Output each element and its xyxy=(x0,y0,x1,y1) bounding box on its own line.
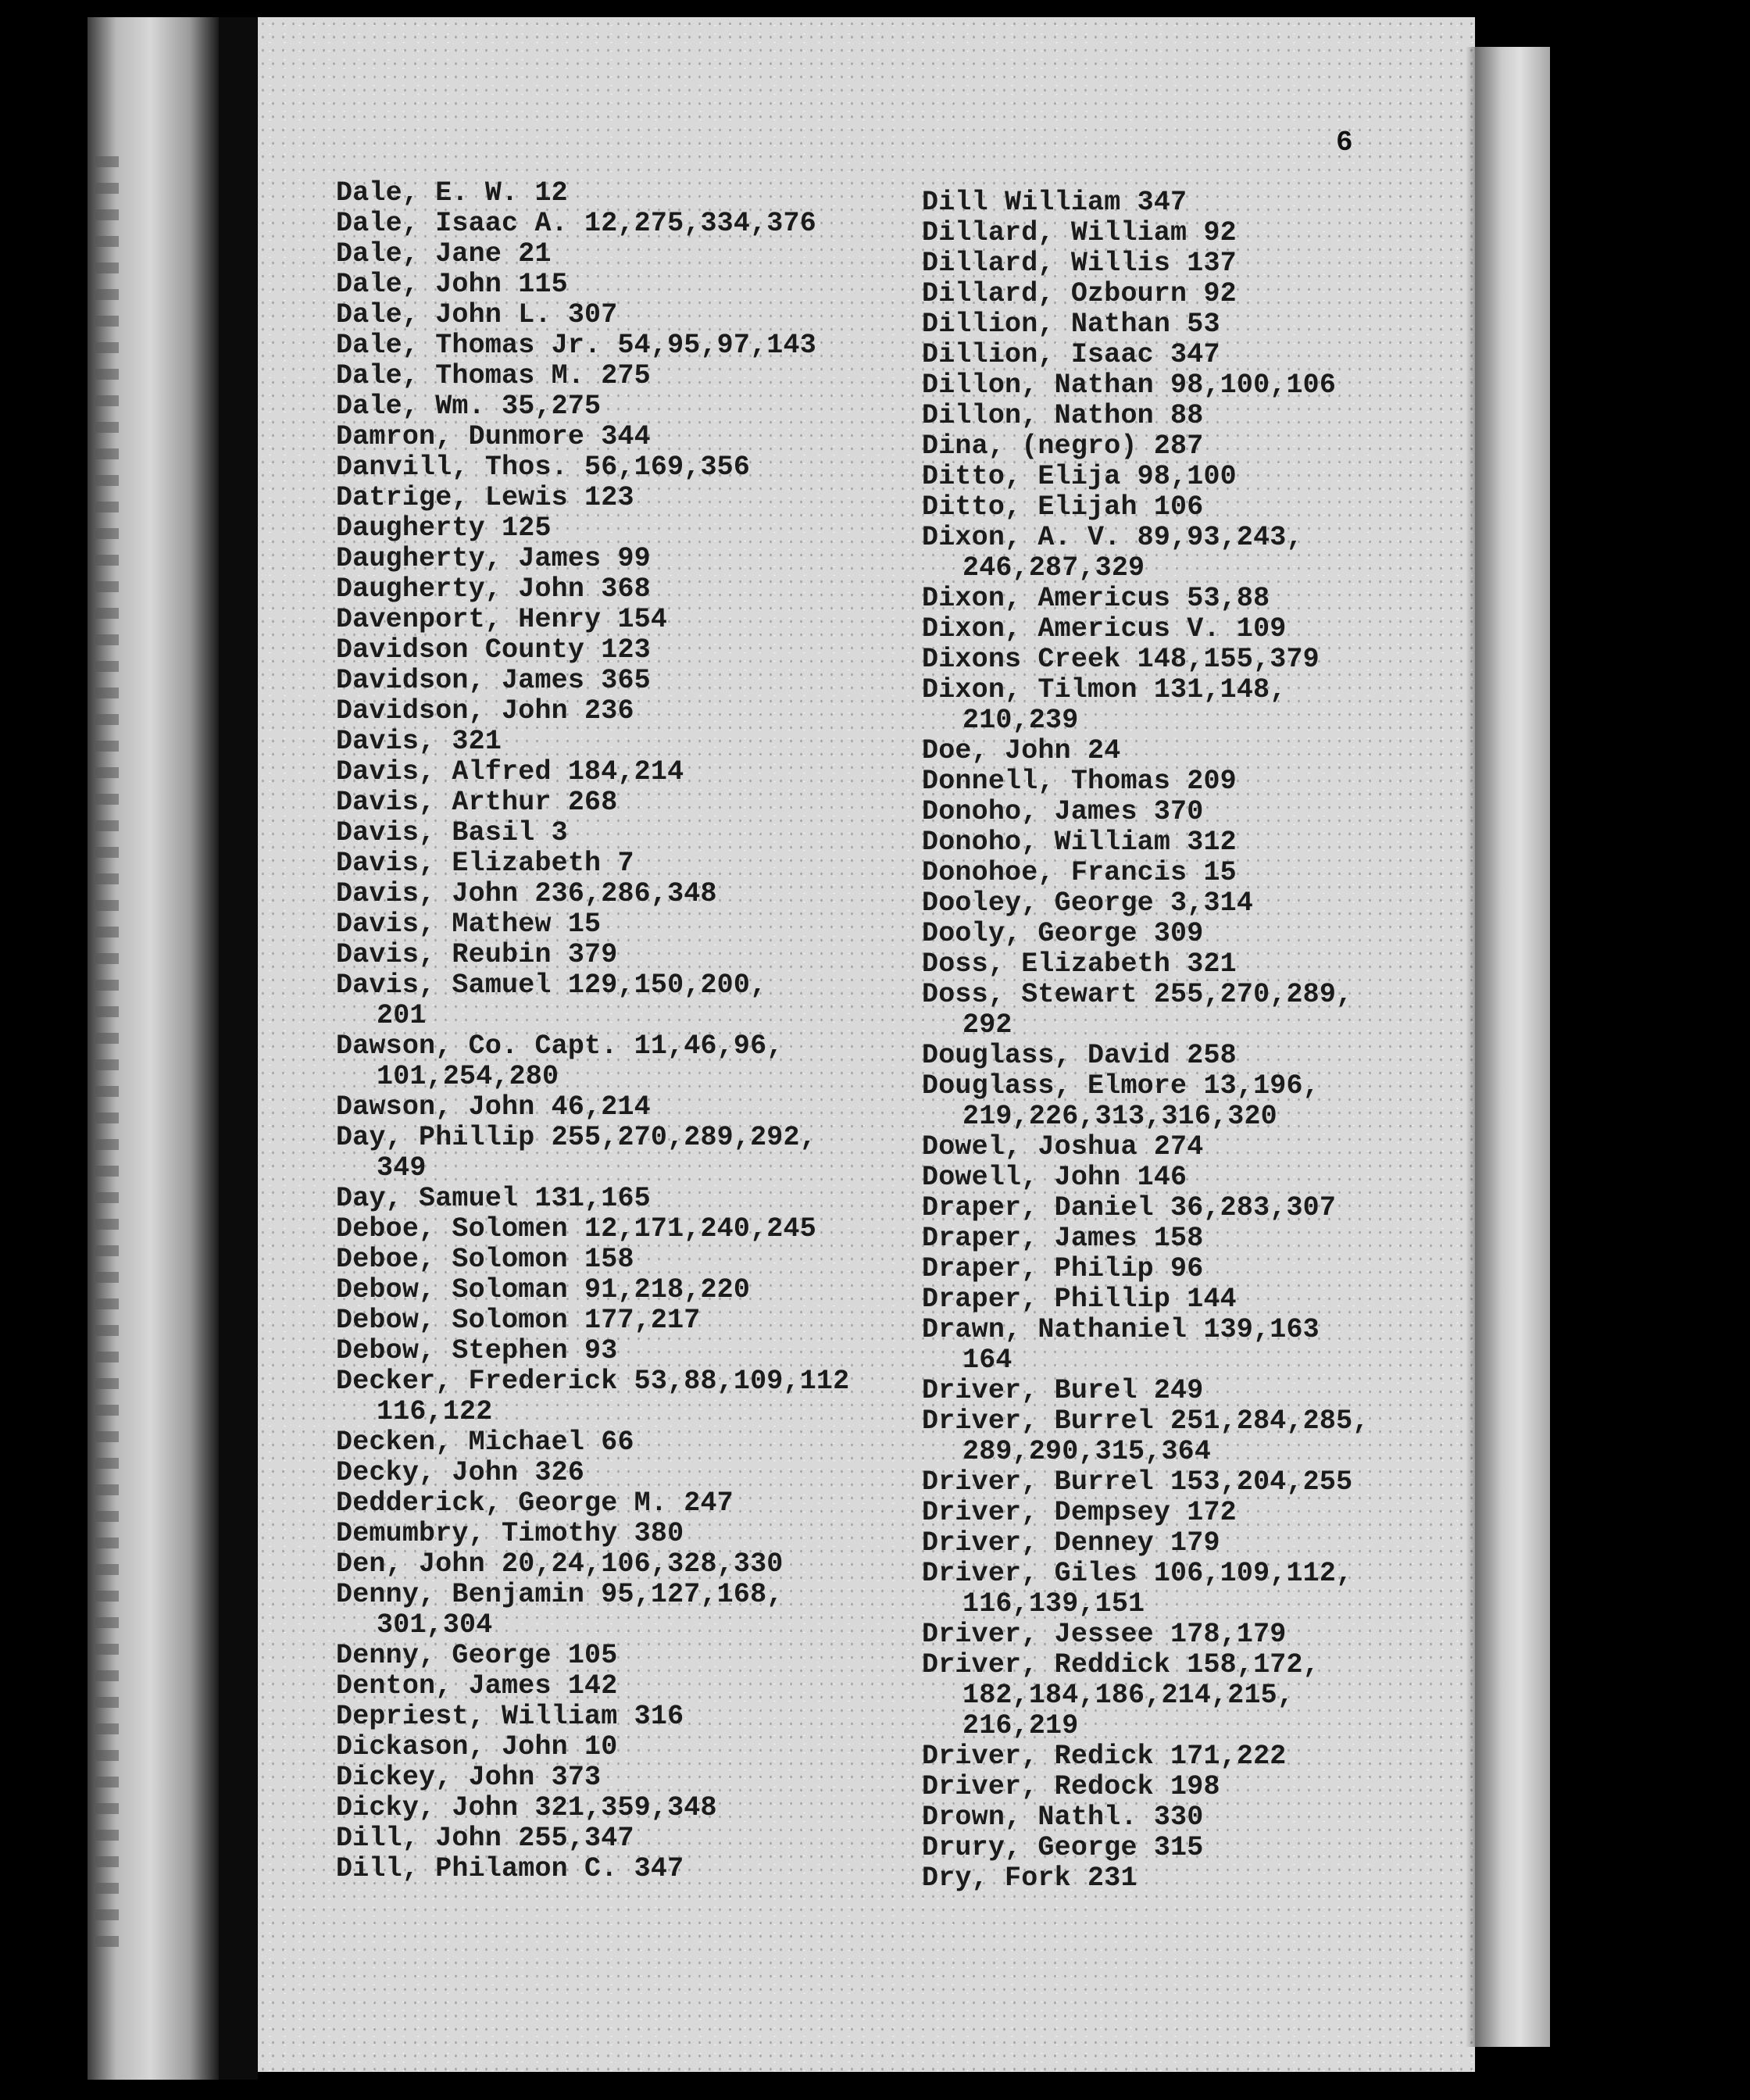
entry-text: Denton, James 142 xyxy=(336,1670,618,1702)
entry-text: Dina, (negro) 287 xyxy=(922,430,1204,462)
entry-text: Dickey, John 373 xyxy=(336,1762,602,1793)
entry-text: Driver, Burrel 251,284,285, xyxy=(922,1405,1370,1437)
index-entry xyxy=(922,462,1370,492)
index-entry xyxy=(922,1772,1370,1802)
entry-continuation: 164 xyxy=(962,1345,1012,1376)
index-entry xyxy=(922,584,1370,614)
entry-text: Driver, Reddick 158,172, xyxy=(922,1649,1320,1680)
index-entry xyxy=(922,645,1370,675)
index-entry xyxy=(336,727,849,757)
entry-text: Driver, Giles 106,109,112, xyxy=(922,1558,1353,1589)
entry-text: Douglass, Elmore 13,196, xyxy=(922,1070,1320,1102)
entry-text: Draper, Philip 96 xyxy=(922,1253,1204,1284)
index-entry xyxy=(336,1580,849,1641)
entry-text: Daugherty, John 368 xyxy=(336,573,651,605)
entry-text: Drury, George 315 xyxy=(922,1832,1204,1863)
index-entry xyxy=(922,1741,1370,1772)
entry-text: Day, Samuel 131,165 xyxy=(336,1183,651,1214)
entry-text: Dale, E. W. 12 xyxy=(336,177,568,209)
entry-text: Dry, Fork 231 xyxy=(922,1862,1138,1894)
entry-text: Debow, Solomon 177,217 xyxy=(336,1305,701,1336)
entry-text: Deboe, Solomon 158 xyxy=(336,1244,634,1275)
index-entry xyxy=(922,218,1370,248)
entry-text: Dillon, Nathon 88 xyxy=(922,400,1204,431)
entry-text: Ditto, Elija 98,100 xyxy=(922,461,1237,492)
index-entry xyxy=(922,279,1370,309)
index-entry xyxy=(922,431,1370,462)
entry-text: Den, John 20,24,106,328,330 xyxy=(336,1548,784,1580)
entry-text: Dicky, John 321,359,348 xyxy=(336,1792,717,1823)
entry-text: Dale, Jane 21 xyxy=(336,238,552,270)
entry-text: Dale, John 115 xyxy=(336,269,568,300)
entry-text: Dale, John L. 307 xyxy=(336,299,618,330)
entry-text: Draper, Daniel 36,283,307 xyxy=(922,1192,1337,1223)
index-entry xyxy=(922,1802,1370,1833)
entry-text: Dillard, Ozbourn 92 xyxy=(922,278,1237,309)
entry-text: Dixons Creek 148,155,379 xyxy=(922,644,1320,675)
index-entry xyxy=(336,848,849,879)
entry-text: Driver, Dempsey 172 xyxy=(922,1497,1237,1528)
index-entry xyxy=(922,736,1370,766)
entry-text: Decken, Michael 66 xyxy=(336,1427,634,1458)
index-entry xyxy=(336,209,849,239)
entry-text: Dillion, Isaac 347 xyxy=(922,339,1220,370)
entry-continuation: 182,184,186,214,215, xyxy=(962,1680,1295,1711)
index-entry xyxy=(922,1041,1370,1071)
entry-text: Driver, Burel 249 xyxy=(922,1375,1204,1406)
entry-text: Ditto, Elijah 106 xyxy=(922,491,1204,523)
entry-text: Dillon, Nathan 98,100,106 xyxy=(922,370,1337,401)
index-entry xyxy=(922,949,1370,980)
index-entry xyxy=(336,361,849,391)
index-entry xyxy=(922,401,1370,431)
entry-text: Davidson County 123 xyxy=(336,634,651,666)
entry-text: Davis, Arthur 268 xyxy=(336,787,618,818)
folded-page-edge xyxy=(1475,47,1550,2047)
index-entry xyxy=(922,492,1370,523)
index-entry xyxy=(922,1284,1370,1315)
page-gutter xyxy=(219,17,258,2080)
index-entry xyxy=(336,666,849,696)
entry-text: Dixon, Tilmon 131,148, xyxy=(922,674,1287,705)
index-entry xyxy=(336,270,849,300)
entry-text: Davidson, John 236 xyxy=(336,695,634,727)
index-entry xyxy=(336,788,849,818)
index-entry xyxy=(336,1031,849,1092)
index-entry xyxy=(922,797,1370,827)
entry-text: Dale, Thomas Jr. 54,95,97,143 xyxy=(336,330,816,361)
index-entry xyxy=(922,1162,1370,1193)
index-entry xyxy=(922,1833,1370,1863)
entry-continuation: 289,290,315,364 xyxy=(962,1436,1212,1467)
index-entry xyxy=(336,1823,849,1854)
index-column-left xyxy=(336,178,849,1884)
index-entry xyxy=(922,1315,1370,1376)
index-entry xyxy=(922,1132,1370,1162)
index-entry xyxy=(336,483,849,513)
index-entry xyxy=(922,1863,1370,1894)
entry-continuation: 246,287,329 xyxy=(962,552,1145,584)
entry-text: Datrige, Lewis 123 xyxy=(336,482,634,513)
entry-text: Dooly, George 309 xyxy=(922,918,1204,949)
entry-text: Driver, Denney 179 xyxy=(922,1527,1220,1559)
index-entry xyxy=(922,1071,1370,1132)
entry-text: Deboe, Solomen 12,171,240,245 xyxy=(336,1213,816,1245)
index-entry xyxy=(336,879,849,909)
entry-text: Davidson, James 365 xyxy=(336,665,651,696)
entry-text: Davis, Elizabeth 7 xyxy=(336,848,634,879)
entry-continuation: 301,304 xyxy=(377,1609,493,1641)
index-entry xyxy=(336,1245,849,1275)
entry-text: Dixon, Americus 53,88 xyxy=(922,583,1270,614)
entry-continuation: 116,139,151 xyxy=(962,1588,1145,1620)
entry-text: Dixon, Americus V. 109 xyxy=(922,613,1287,645)
index-entry xyxy=(922,340,1370,370)
index-entry xyxy=(336,1184,849,1214)
entry-text: Dill William 347 xyxy=(922,187,1188,218)
index-entry xyxy=(336,1549,849,1580)
index-entry xyxy=(336,1427,849,1458)
entry-text: Driver, Burrel 153,204,255 xyxy=(922,1466,1353,1498)
entry-text: Driver, Redock 198 xyxy=(922,1771,1220,1802)
entry-text: Depriest, William 316 xyxy=(336,1701,684,1732)
index-entry xyxy=(336,909,849,940)
entry-text: Davis, Samuel 129,150,200, xyxy=(336,970,767,1001)
index-entry xyxy=(922,1467,1370,1498)
entry-text: Dillard, William 92 xyxy=(922,217,1237,248)
entry-text: Donohoe, Francis 15 xyxy=(922,857,1237,888)
entry-continuation: 292 xyxy=(962,1009,1012,1041)
entry-text: Denny, Benjamin 95,127,168, xyxy=(336,1579,784,1610)
index-entry xyxy=(336,391,849,422)
entry-continuation: 216,219 xyxy=(962,1710,1079,1741)
entry-text: Drown, Nathl. 330 xyxy=(922,1802,1204,1833)
index-entry xyxy=(336,940,849,970)
entry-text: Donnell, Thomas 209 xyxy=(922,766,1237,797)
entry-text: Dixon, A. V. 89,93,243, xyxy=(922,522,1303,553)
entry-text: Dale, Wm. 35,275 xyxy=(336,391,602,422)
index-entry xyxy=(922,188,1370,218)
index-entry xyxy=(336,239,849,270)
index-entry xyxy=(336,1702,849,1732)
index-entry xyxy=(922,1193,1370,1223)
entry-text: Drawn, Nathaniel 139,163 xyxy=(922,1314,1320,1345)
entry-text: Debow, Stephen 93 xyxy=(336,1335,618,1366)
entry-text: Day, Phillip 255,270,289,292, xyxy=(336,1122,816,1153)
index-entry xyxy=(336,1519,849,1549)
entry-continuation: 116,122 xyxy=(377,1396,493,1427)
entry-text: Dillard, Willis 137 xyxy=(922,248,1237,279)
entry-text: Dowel, Joshua 274 xyxy=(922,1131,1204,1162)
entry-continuation: 349 xyxy=(377,1152,427,1184)
entry-text: Dill, Philamon C. 347 xyxy=(336,1853,684,1884)
entry-text: Davis, John 236,286,348 xyxy=(336,878,717,909)
entry-text: Douglass, David 258 xyxy=(922,1040,1237,1071)
index-entry xyxy=(922,1223,1370,1254)
index-entry xyxy=(336,574,849,605)
index-entry xyxy=(336,818,849,848)
entry-text: Decky, John 326 xyxy=(336,1457,585,1488)
entry-text: Doe, John 24 xyxy=(922,735,1121,766)
index-entry xyxy=(336,1275,849,1305)
index-entry xyxy=(922,370,1370,401)
entry-text: Donoho, James 370 xyxy=(922,796,1204,827)
index-entry xyxy=(922,309,1370,340)
index-entry xyxy=(922,523,1370,584)
index-entry xyxy=(922,1559,1370,1620)
entry-text: Dedderick, George M. 247 xyxy=(336,1488,734,1519)
entry-text: Driver, Jessee 178,179 xyxy=(922,1619,1287,1650)
entry-text: Daugherty, James 99 xyxy=(336,543,651,574)
index-entry xyxy=(336,605,849,635)
entry-text: Doss, Elizabeth 321 xyxy=(922,948,1237,980)
entry-text: Davenport, Henry 154 xyxy=(336,604,668,635)
index-entry xyxy=(336,1366,849,1427)
entry-text: Davis, 321 xyxy=(336,726,502,757)
index-entry xyxy=(922,1620,1370,1650)
entry-text: Draper, James 158 xyxy=(922,1223,1204,1254)
index-entry xyxy=(336,1336,849,1366)
entry-text: Dawson, Co. Capt. 11,46,96, xyxy=(336,1030,784,1062)
entry-continuation: 219,226,313,316,320 xyxy=(962,1101,1277,1132)
index-entry xyxy=(922,827,1370,858)
index-entry xyxy=(336,1732,849,1762)
binding-stitching xyxy=(95,156,119,1953)
entry-text: Davis, Alfred 184,214 xyxy=(336,756,684,788)
entry-text: Damron, Dunmore 344 xyxy=(336,421,651,452)
entry-text: Davis, Reubin 379 xyxy=(336,939,618,970)
index-entry xyxy=(922,1254,1370,1284)
entry-continuation: 210,239 xyxy=(962,705,1079,736)
index-entry xyxy=(922,980,1370,1041)
entry-text: Debow, Soloman 91,218,220 xyxy=(336,1274,751,1305)
index-entry xyxy=(336,1123,849,1184)
index-entry xyxy=(336,1305,849,1336)
index-entry xyxy=(336,544,849,574)
index-entry xyxy=(336,635,849,666)
index-entry xyxy=(922,1498,1370,1528)
index-entry xyxy=(336,757,849,788)
index-entry xyxy=(336,300,849,330)
index-entry xyxy=(922,614,1370,645)
index-entry xyxy=(336,696,849,727)
index-entry xyxy=(336,1488,849,1519)
entry-text: Davis, Mathew 15 xyxy=(336,909,602,940)
index-entry xyxy=(922,888,1370,919)
index-entry xyxy=(336,452,849,483)
index-entry xyxy=(336,1762,849,1793)
entry-text: Driver, Redick 171,222 xyxy=(922,1741,1287,1772)
entry-text: Daugherty 125 xyxy=(336,512,552,544)
entry-text: Dill, John 255,347 xyxy=(336,1823,634,1854)
entry-continuation: 101,254,280 xyxy=(377,1061,559,1092)
index-entry xyxy=(922,766,1370,797)
index-entry xyxy=(336,1214,849,1245)
entry-text: Decker, Frederick 53,88,109,112 xyxy=(336,1366,850,1397)
index-entry xyxy=(922,1376,1370,1406)
index-entry xyxy=(336,1854,849,1884)
entry-text: Danvill, Thos. 56,169,356 xyxy=(336,452,751,483)
index-entry xyxy=(336,513,849,544)
entry-text: Denny, George 105 xyxy=(336,1640,618,1671)
index-entry xyxy=(336,178,849,209)
entry-text: Dawson, John 46,214 xyxy=(336,1091,651,1123)
index-entry xyxy=(336,970,849,1031)
entry-text: Dooley, George 3,314 xyxy=(922,888,1254,919)
index-entry xyxy=(922,675,1370,736)
index-entry xyxy=(336,1458,849,1488)
entry-text: Dowell, John 146 xyxy=(922,1162,1188,1193)
index-entry xyxy=(922,1650,1370,1741)
index-entry xyxy=(922,1406,1370,1467)
index-entry xyxy=(922,919,1370,949)
index-column-right xyxy=(922,188,1370,1894)
index-entry xyxy=(336,330,849,361)
entry-text: Dale, Thomas M. 275 xyxy=(336,360,651,391)
entry-text: Dale, Isaac A. 12,275,334,376 xyxy=(336,208,816,239)
entry-text: Dickason, John 10 xyxy=(336,1731,618,1762)
index-entry xyxy=(922,1528,1370,1559)
entry-text: Doss, Stewart 255,270,289, xyxy=(922,979,1353,1010)
index-entry xyxy=(336,1793,849,1823)
entry-text: Draper, Phillip 144 xyxy=(922,1284,1237,1315)
index-entry xyxy=(336,1092,849,1123)
page-number: 6 xyxy=(1336,127,1353,159)
entry-text: Dillion, Nathan 53 xyxy=(922,309,1220,340)
entry-continuation: 201 xyxy=(377,1000,427,1031)
index-entry xyxy=(922,248,1370,279)
index-entry xyxy=(336,422,849,452)
index-entry xyxy=(336,1671,849,1702)
entry-text: Donoho, William 312 xyxy=(922,827,1237,858)
entry-text: Davis, Basil 3 xyxy=(336,817,568,848)
entry-text: Demumbry, Timothy 380 xyxy=(336,1518,684,1549)
index-entry xyxy=(922,858,1370,888)
index-entry xyxy=(336,1641,849,1671)
